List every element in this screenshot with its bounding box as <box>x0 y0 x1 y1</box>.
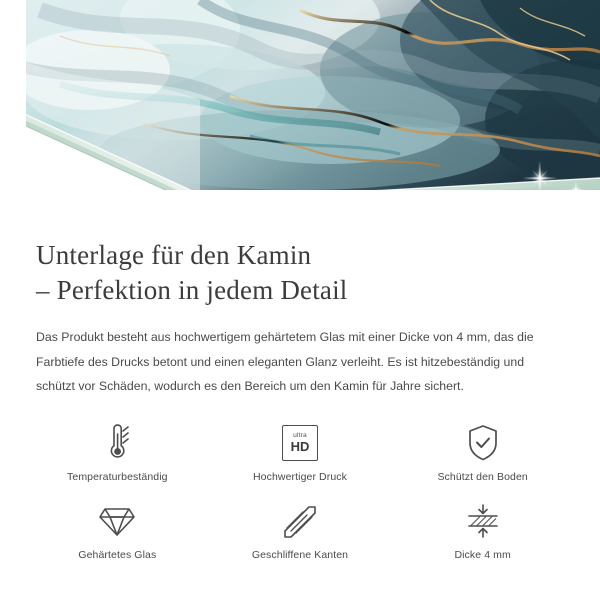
thickness-icon <box>462 499 504 543</box>
feature-grid <box>0 421 600 561</box>
feature-item <box>391 421 574 483</box>
marble-glass-panel-photo <box>0 0 600 222</box>
feature-label: Hochwertiger Druck <box>252 470 347 483</box>
page-title-line-2: – Perfektion in jedem Detail <box>36 274 348 305</box>
diamond-icon <box>95 499 139 543</box>
feature-label: Temperaturbeständig <box>67 470 168 483</box>
feature-item <box>26 421 209 483</box>
feature-label: Schützt den Boden <box>437 470 528 483</box>
ultra-hd-icon <box>282 421 318 465</box>
page-title <box>36 222 564 307</box>
feature-label: Gehärtetes Glas <box>78 548 157 561</box>
ultra-hd-badge-bottom: HD <box>290 439 310 455</box>
feature-item <box>209 421 392 483</box>
feature-item <box>209 499 392 561</box>
page-title-line-1: Unterlage für den Kamin <box>36 240 312 270</box>
thermometer-icon <box>97 421 137 465</box>
description-content <box>0 222 600 399</box>
feature-label: Dicke 4 mm <box>454 548 511 561</box>
feature-item <box>26 499 209 561</box>
feature-label: Geschliffene Kanten <box>251 548 349 561</box>
description-paragraph: Das Produkt besteht aus hochwertigem gehärtetem Glas mit einer Dicke von 4 mm, das die Farbtiefe des Drucks betont und einen eleganten Glanz verleiht. Es ist hitzebeständig und schützt vor Schäden, wodurch es den Bereich um den Kamin für Jahre sichert. <box>36 330 534 394</box>
feature-item <box>391 499 574 561</box>
hero-image <box>0 0 600 222</box>
shield-check-icon <box>463 421 503 465</box>
polished-edges-icon <box>279 499 321 543</box>
ultra-hd-badge-top: ultra <box>293 431 307 439</box>
